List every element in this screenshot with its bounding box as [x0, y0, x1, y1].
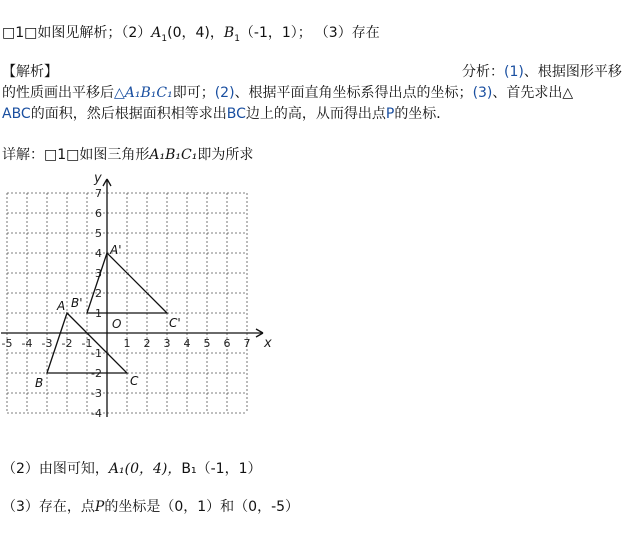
point-p-label: P: [94, 499, 105, 515]
answer-b1: B₁（-1，1）: [181, 461, 262, 477]
triangle-label: △A₁B₁C₁: [114, 85, 173, 101]
a1-coordinate: (0，4)，: [167, 25, 224, 41]
y-tick-label: 2: [95, 287, 102, 300]
answer-a1: A₁(0，4)，: [108, 461, 182, 477]
x-tick-label: 1: [123, 337, 131, 350]
triangle-label: A₁B₁C₁: [149, 147, 198, 163]
y-tick-label: 4: [95, 247, 102, 260]
origin-label: O: [112, 317, 122, 331]
subscript: 1: [234, 33, 240, 44]
y-tick-label: 7: [95, 187, 102, 200]
answer-part1: □1□如图见解析；（2）: [2, 25, 152, 41]
point-a-label: A: [57, 299, 66, 313]
analysis-part3-marker: (3): [472, 85, 493, 101]
analysis-head-label: 分析：: [462, 64, 504, 80]
point-a-prime-label: A': [110, 243, 122, 257]
point-a1-label: A: [151, 25, 162, 41]
x-tick-label: -1: [81, 337, 93, 350]
answer-2-text: （2）由图可知，: [2, 461, 109, 477]
analysis-part1-marker: (1): [504, 64, 524, 80]
x-tick-label: 5: [203, 337, 211, 350]
y-tick-label: -2: [91, 367, 102, 380]
y-tick-label: 6: [95, 207, 102, 220]
x-tick-label: 4: [183, 337, 191, 350]
x-tick-label: 2: [143, 337, 151, 350]
answer-2: [2, 458, 261, 478]
x-tick-label: -2: [61, 337, 73, 350]
coordinate-graph: [0, 171, 290, 440]
analysis-part2-marker: (2): [214, 85, 235, 101]
triangle-abc-label: ABC: [2, 106, 31, 122]
x-tick-label: 7: [243, 337, 251, 350]
x-tick-label: -5: [1, 337, 13, 350]
point-b-label: B: [35, 376, 44, 390]
answer-summary-line: [2, 22, 380, 44]
y-axis-label: y: [94, 171, 102, 186]
y-tick-label: -3: [91, 387, 102, 400]
detail-line: [2, 144, 253, 164]
point-b1-label: B: [223, 25, 235, 41]
y-tick-label: -4: [91, 407, 102, 420]
answer-3-text: （3）存在，点: [2, 499, 95, 515]
analysis-text: 即可；: [172, 85, 215, 101]
analysis-text: 、根据平面直角坐标系得出点的坐标；: [234, 85, 473, 101]
analysis-part1-text: 、根据图形平移: [523, 64, 622, 80]
x-tick-label: 6: [223, 337, 231, 350]
analysis-text: 、首先求出△: [492, 85, 574, 101]
y-tick-label: 3: [95, 267, 102, 280]
analysis-text: 边上的高，从而得出点: [245, 106, 386, 122]
y-tick-label: 5: [95, 227, 102, 240]
analysis-tag: 【解析】: [2, 64, 58, 80]
detail-tail: 即为所求: [197, 147, 254, 163]
point-p-label: P: [385, 106, 395, 122]
x-axis-label: x: [264, 336, 272, 351]
analysis-text: 的性质画出平移后: [2, 85, 114, 101]
answer-3: [2, 496, 299, 516]
detail-label: 详解：□1□如图三角形: [2, 147, 150, 163]
analysis-text: 的面积，然后根据面积相等求出: [30, 106, 227, 122]
analysis-line2: [2, 82, 573, 102]
answer-part3: （3）存在: [321, 25, 380, 41]
segment-bc-label: BC: [226, 106, 246, 122]
y-tick-label: -1: [91, 347, 102, 360]
point-c-label: C: [130, 374, 139, 388]
b1-coordinate: （-1，1）；: [239, 25, 312, 41]
answer-3-text: 的坐标是（0，1）和（0，-5）: [104, 499, 300, 515]
x-tick-label: -4: [21, 337, 33, 350]
point-b-prime-label: B': [71, 296, 83, 310]
y-tick-label: 1: [95, 307, 102, 320]
subscript: 1: [161, 33, 168, 44]
analysis-head: [462, 61, 622, 81]
coordinate-plane: [0, 171, 290, 440]
x-tick-label: 3: [163, 337, 171, 350]
point-c-prime-label: C': [169, 316, 181, 330]
analysis-text: 的坐标．: [394, 106, 451, 122]
point-labels: [35, 243, 181, 390]
x-tick-label: -3: [41, 337, 53, 350]
analysis-line3: [2, 103, 450, 123]
